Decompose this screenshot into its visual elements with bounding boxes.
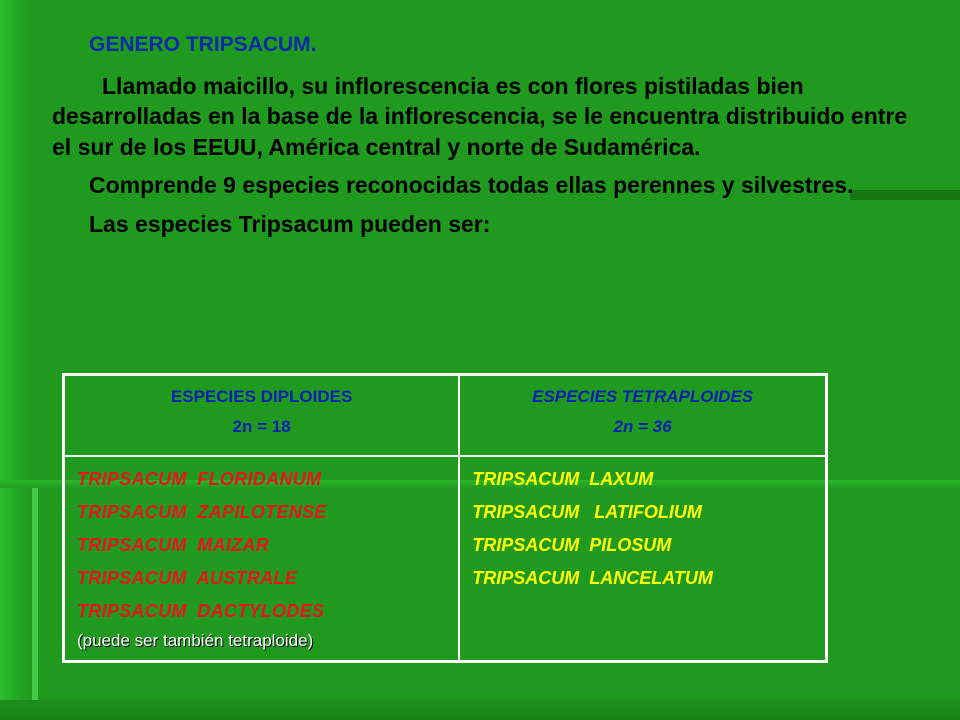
table-body-row xyxy=(64,456,827,662)
paragraph-species-count: Comprende 9 especies reconocidas todas ellas perennes y silvestres. xyxy=(89,172,854,198)
diploid-header-cell xyxy=(64,375,460,457)
background-band-accent xyxy=(32,488,38,720)
slide-text xyxy=(52,30,912,247)
diploid-species-item: TRIPSACUM MAIZAR xyxy=(77,535,270,555)
tetraploid-species-item: TRIPSACUM LANCELATUM xyxy=(472,568,713,588)
diploid-species-item: TRIPSACUM FLORIDANUM xyxy=(77,469,322,489)
background-band-left xyxy=(0,0,32,720)
background-band-bottom xyxy=(0,700,960,720)
diploid-species-cell xyxy=(64,456,460,662)
tetraploid-species-item: TRIPSACUM LATIFOLIUM xyxy=(472,502,702,522)
species-table xyxy=(62,373,828,663)
tetraploid-chromosome-count: 2n = 36 xyxy=(613,417,672,436)
tetraploid-species-item: TRIPSACUM PILOSUM xyxy=(472,535,672,555)
tetraploid-header-title: ESPECIES TETRAPLOIDES xyxy=(532,387,754,406)
paragraph-description: Llamado maicillo, su inflorescencia es con flores pistiladas bien desarrolladas en la base de la inflorescencia, se le encuentra distribuido entre el sur de los EEUU, América central y norte de Sudamérica. xyxy=(52,72,908,160)
tetraploid-header-cell xyxy=(459,375,826,457)
diploid-species-item: TRIPSACUM ZAPILOTENSE xyxy=(77,502,327,522)
paragraph-species-intro: Las especies Tripsacum pueden ser: xyxy=(89,210,491,237)
diploid-species-note: (puede ser también tetraploide) xyxy=(77,631,314,650)
slide-heading: GENERO TRIPSACUM. xyxy=(89,33,317,56)
table-header-row xyxy=(64,375,827,457)
diploid-chromosome-count: 2n = 18 xyxy=(232,417,291,436)
diploid-species-item: TRIPSACUM AUSTRALE xyxy=(77,568,298,588)
diploid-species-item: TRIPSACUM DACTYLODES xyxy=(77,601,325,621)
diploid-header-title: ESPECIES DIPLOIDES xyxy=(170,387,353,406)
tetraploid-species-item: TRIPSACUM LAXUM xyxy=(472,469,654,489)
tetraploid-species-cell xyxy=(459,456,826,662)
